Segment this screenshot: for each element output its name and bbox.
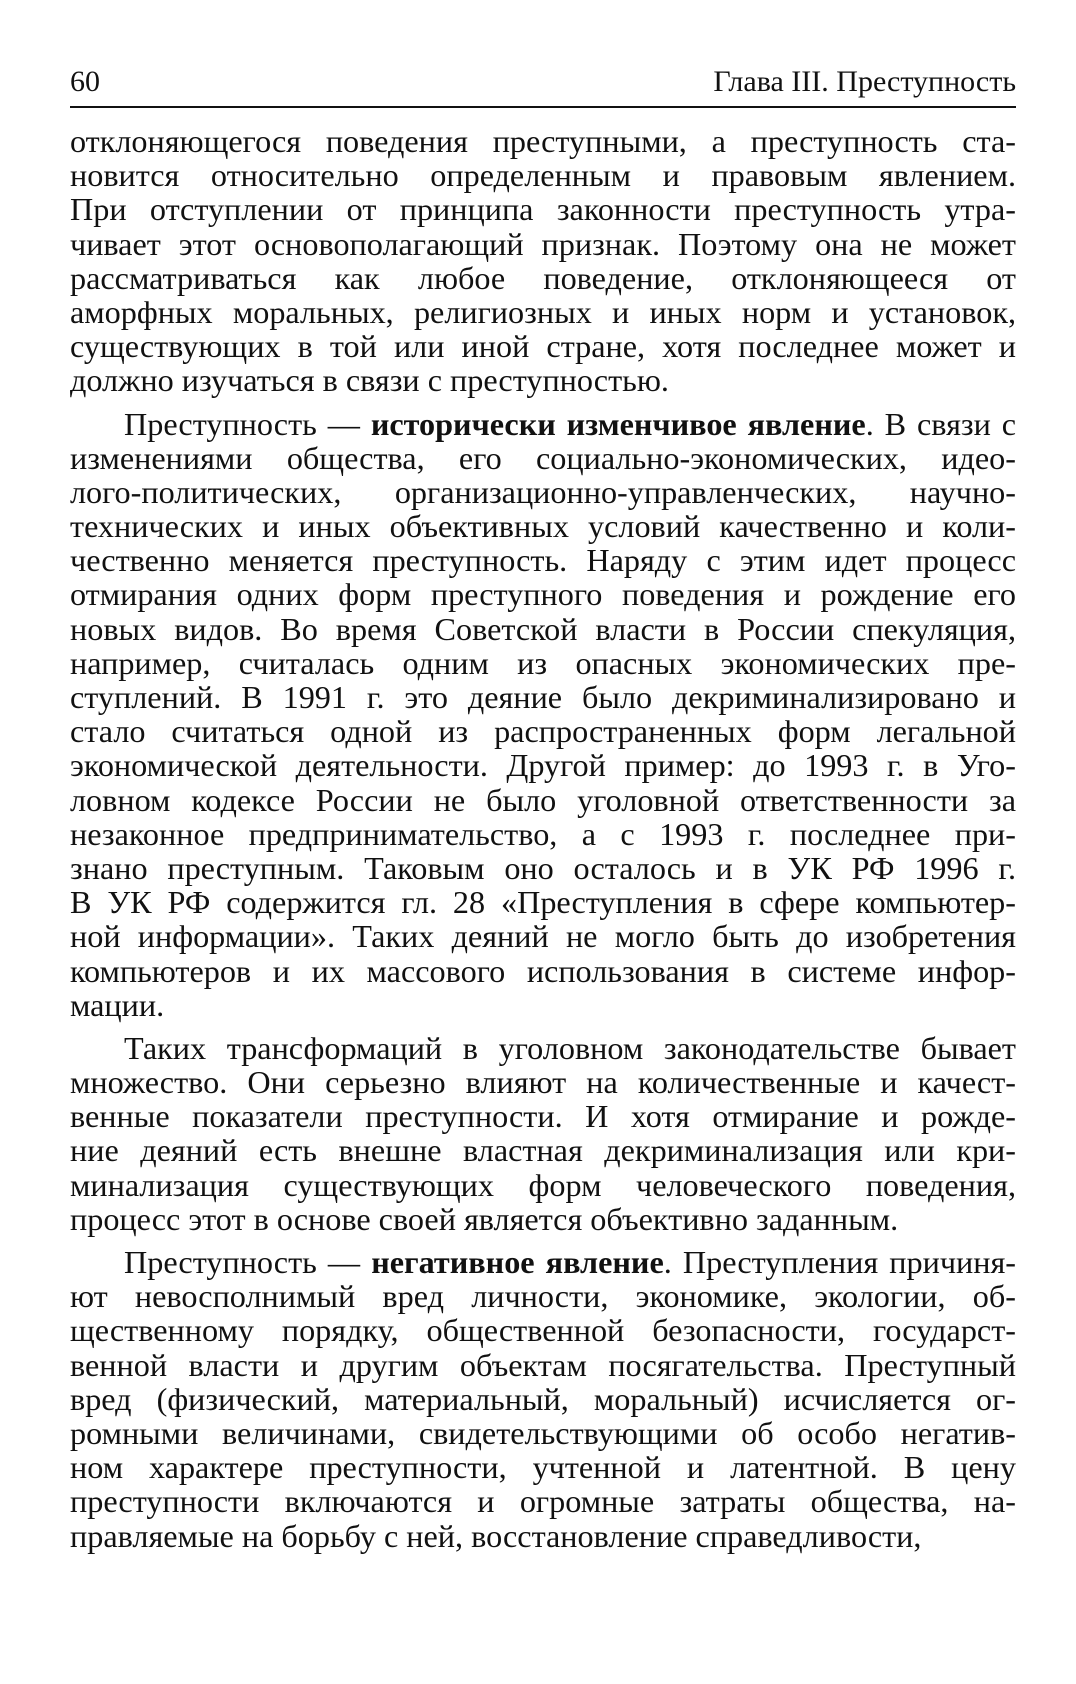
body-text — [70, 124, 1016, 1553]
text-line: ние деяний есть внешне властная декриминализация или кри- — [70, 1132, 1016, 1169]
text-line: стало считаться одной из распространенных форм легальной — [70, 713, 1016, 750]
text-line: отмирания одних форм преступного поведения и рождение его — [70, 576, 1016, 613]
text-line: должно изучаться в связи с преступностью. — [70, 362, 669, 399]
text-line: экономической деятельности. Другой пример: до 1993 г. в Уго- — [70, 747, 1016, 784]
text-line: ют невосполнимый вред личности, экономике, экологии, об- — [70, 1278, 1016, 1315]
running-head: Глава III. Преступность — [713, 65, 1016, 98]
text-line: вред (физический, материальный, моральный) исчисляется ог- — [70, 1380, 1016, 1417]
text-line: например, считалась одним из опасных экономических пре- — [70, 644, 1016, 681]
text-line: ловном кодексе России не было уголовной ответственности за — [70, 781, 1016, 818]
text-line — [70, 1245, 1016, 1279]
paragraph — [70, 1031, 1016, 1236]
text-line: При отступлении от принципа законности преступность утра- — [70, 191, 1016, 228]
page-header — [70, 62, 1016, 108]
text-line: правляемые на борьбу с ней, восстановление справедливости, — [70, 1517, 922, 1554]
line-text-after: . В связи с — [865, 405, 1017, 442]
bold-term: негативное явление — [371, 1244, 664, 1280]
text-line — [70, 407, 1016, 441]
text-line: преступности включаются и огромные затраты общества, на- — [70, 1483, 1016, 1520]
text-line: процесс этот в основе своей является объективно заданным. — [70, 1200, 899, 1237]
text-line: незаконное предпринимательство, а с 1993 г. последнее при- — [70, 815, 1016, 852]
text-line: множество. Они серьезно влияют на количественные и качест- — [70, 1064, 1016, 1101]
text-line: щественному порядку, общественной безопасности, государст- — [70, 1312, 1016, 1349]
line-text-before: Преступность — — [124, 405, 371, 442]
text-line: изменениями общества, его социально-экономических, идео- — [70, 439, 1016, 476]
line-text-after: . Преступления причиня- — [663, 1244, 1016, 1280]
text-line: ромными величинами, свидетельствующими об особо негатив- — [70, 1414, 1016, 1451]
text-line: мации. — [70, 986, 165, 1023]
text-line: знано преступным. Таковым оно осталось и в УК РФ 1996 г. — [70, 849, 1016, 886]
text-line: новых видов. Во время Советской власти в России спекуляция, — [70, 610, 1016, 647]
text-line: венные показатели преступности. И хотя отмирание и рожде- — [70, 1098, 1016, 1135]
page-number: 60 — [70, 65, 100, 98]
text-line: чественно меняется преступность. Наряду с этим идет процесс — [70, 542, 1016, 579]
paragraph — [70, 124, 1016, 398]
text-line: существующих в той или иной стране, хотя последнее может и — [70, 328, 1016, 365]
text-line: В УК РФ содержится гл. 28 «Преступления в сфере компьютер- — [70, 884, 1016, 921]
text-line: новится относительно определенным и правовым явлением. — [70, 157, 1016, 194]
text-line: лого-политических, организационно-управленческих, научно- — [70, 473, 1016, 510]
text-line: венной власти и другим объектам посягательства. Преступный — [70, 1346, 1016, 1383]
line-text-before: Преступность — — [124, 1244, 372, 1280]
text-line: рассматриваться как любое поведение, отклоняющееся от — [70, 259, 1016, 296]
text-line: ступлений. В 1991 г. это деяние было декриминализировано и — [70, 679, 1016, 715]
text-line: ной информации». Таких деяний не могло быть до изобретения — [70, 918, 1016, 955]
text-line: чивает этот основополагающий признак. Поэтому она не может — [70, 225, 1016, 262]
text-line: Таких трансформаций в уголовном законодательстве бывает — [124, 1029, 1016, 1066]
text-line: компьютеров и их массового использования в системе инфор- — [70, 952, 1016, 989]
paragraph — [70, 407, 1016, 1022]
text-line: отклоняющегося поведения преступными, а преступность ста- — [70, 123, 1016, 159]
text-line: технических и иных объективных условий качественно и коли- — [70, 508, 1016, 545]
paragraph — [70, 1245, 1016, 1553]
text-line: аморфных моральных, религиозных и иных норм и установок, — [70, 293, 1016, 330]
text-line: минализация существующих форм человеческого поведения, — [70, 1166, 1016, 1203]
text-line: ном характере преступности, учтенной и латентной. В цену — [70, 1449, 1016, 1486]
bold-term: исторически изменчивое явление — [370, 405, 866, 442]
